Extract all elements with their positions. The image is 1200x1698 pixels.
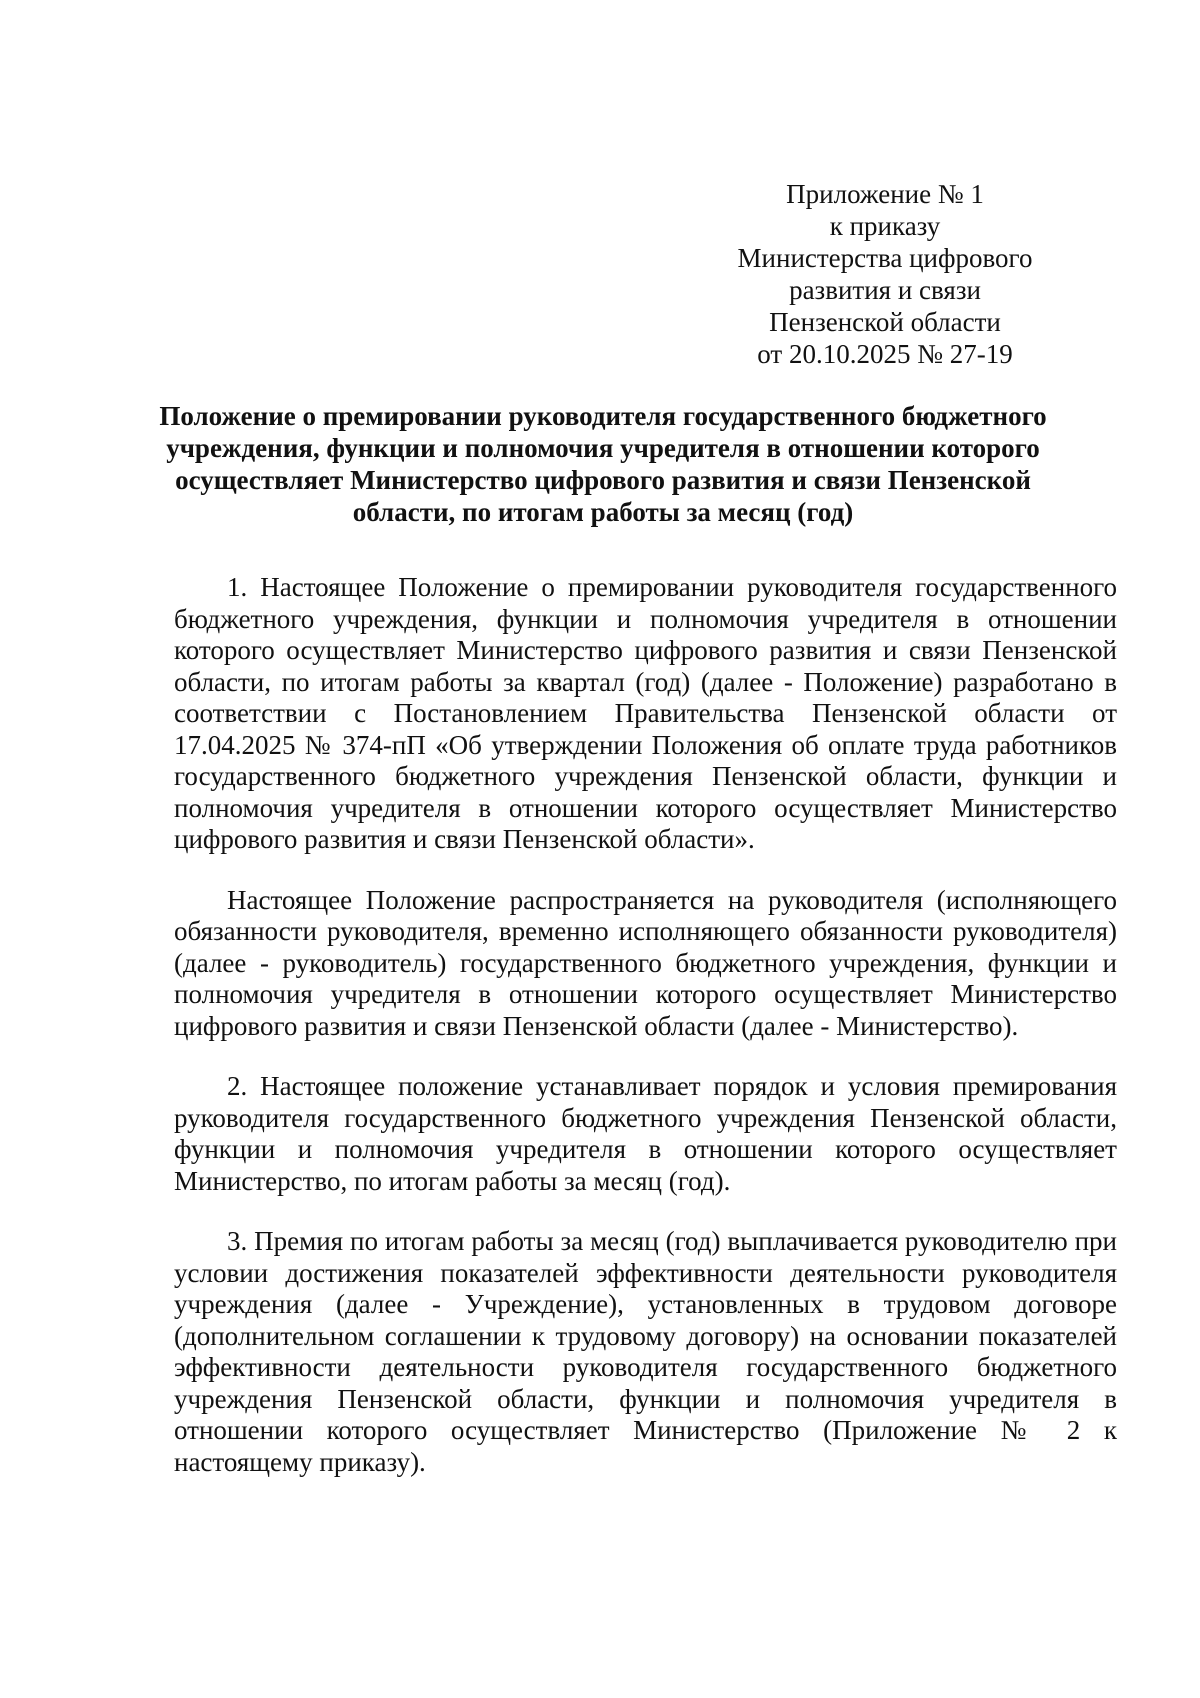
annex-number: Приложение № 1 (786, 179, 984, 209)
paragraph-2: 2. Настоящее положение устанавливает порядок и условия премирования руководителя государственного бюджетного учреждения Пензенской области, функции и полномочия учредителя в отношении которого осуществляет Министерство, по итогам работы за месяц (год). (174, 1071, 1117, 1196)
document-title: Положение о премировании руководителя государственного бюджетного учреждения, функции и полномочия учредителя в отношении которого осуществляет Министерство цифрового развития и связи Пензенской области, по итогам работы за месяц (год) (159, 401, 1047, 527)
document-body (174, 572, 1117, 1478)
annex-region-line: Пензенской области (769, 307, 1001, 337)
annex-block (720, 178, 1050, 370)
annex-ministry-line: Министерства цифрового (737, 243, 1033, 273)
paragraph-1: 1. Настоящее Положение о премировании руководителя государственного бюджетного учреждения, функции и полномочия учредителя в отношении которого осуществляет Министерство цифрового развития и связи Пензенской области, по итогам работы за квартал (год) (далее - Положение) разработано в соответствии с Постановлением Правительства Пензенской области от 17.04.2025 № 374-пП «Об утверждении Положения об оплате труда работников государственного бюджетного учреждения Пензенской области, функции и полномочия учредителя в отношении которого осуществляет Министерство цифрового развития и связи Пензенской области». (174, 572, 1117, 854)
annex-ministry-line: развития и связи (789, 275, 981, 305)
annex-date-line: от 20.10.2025 № 27-19 (757, 339, 1013, 369)
paragraph-1-scope: Настоящее Положение распространяется на руководителя (исполняющего обязанности руководителя, временно исполняющего обязанности руководителя) (далее - руководитель) государственного бюджетного учреждения, функции и полномочия учредителя в отношении которого осуществляет Министерство цифрового развития и связи Пензенской области (далее - Министерство). (174, 884, 1117, 1041)
paragraph-3: 3. Премия по итогам работы за месяц (год) выплачивается руководителю при условии достижения показателей эффективности деятельности руководителя учреждения (далее - Учреждение), установленных в трудовом договоре (дополнительном соглашении к трудовому договору) на основании показателей эффективности деятельности руководителя государственного бюджетного учреждения Пензенской области, функции и полномочия учредителя в отношении которого осуществляет Министерство (Приложение № 2 к настоящему приказу). (174, 1226, 1117, 1477)
annex-order-ref: к приказу (829, 211, 941, 241)
